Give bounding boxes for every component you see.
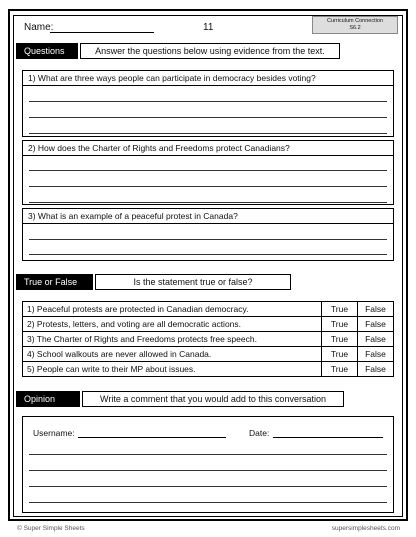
curriculum-title: Curriculum Connection [327,18,383,24]
username-field[interactable] [78,437,226,438]
opinion-instruction: Write a comment that you would add to this conversation [82,391,344,407]
table-row [23,362,394,377]
statement-1: 1) Peaceful protests are protected in Canadian democracy. [23,302,322,317]
name-label: Name: [24,22,54,33]
question-text-1: 1) What are three ways people can participate in democracy besides voting? [23,71,393,86]
table-row [23,317,394,332]
page-number: 11 [203,22,214,33]
question-box-2 [22,140,394,205]
true-option[interactable]: True [322,362,358,377]
true-option[interactable]: True [322,317,358,332]
true-option[interactable]: True [322,302,358,317]
statement-5: 5) People can write to their MP about issues. [23,362,322,377]
opinion-label: Opinion [16,391,80,407]
answer-line[interactable] [29,239,387,240]
false-option[interactable]: False [358,332,394,347]
comment-line[interactable] [29,454,387,455]
comment-line[interactable] [29,486,387,487]
date-label: Date: [249,428,270,438]
answer-line[interactable] [29,133,387,134]
false-option[interactable]: False [358,302,394,317]
answer-line[interactable] [29,202,387,203]
question-box-3 [22,208,394,261]
answer-line[interactable] [29,186,387,187]
curriculum-code: S6.2 [349,25,361,31]
statement-4: 4) School walkouts are never allowed in Canada. [23,347,322,362]
true-option[interactable]: True [322,347,358,362]
true-false-table [22,301,394,377]
footer-website: supersimplesheets.com [331,525,400,532]
question-text-3: 3) What is an example of a peaceful protest in Canada? [23,209,393,224]
answer-line[interactable] [29,117,387,118]
table-row [23,302,394,317]
true-option[interactable]: True [322,332,358,347]
footer-copyright: © Super Simple Sheets [17,525,85,532]
answer-line[interactable] [29,254,387,255]
comment-line[interactable] [29,470,387,471]
false-option[interactable]: False [358,347,394,362]
opinion-box [22,416,394,513]
question-text-2: 2) How does the Charter of Rights and Freedoms protect Canadians? [23,141,393,156]
comment-line[interactable] [29,502,387,503]
question-box-1 [22,70,394,137]
table-row [23,347,394,362]
false-option[interactable]: False [358,362,394,377]
statement-3: 3) The Charter of Rights and Freedoms protects free speech. [23,332,322,347]
table-row [23,332,394,347]
true-false-instruction: Is the statement true or false? [95,274,291,290]
questions-instruction: Answer the questions below using evidence from the text. [80,43,340,59]
false-option[interactable]: False [358,317,394,332]
date-field[interactable] [273,437,383,438]
questions-label: Questions [16,43,78,59]
answer-line[interactable] [29,170,387,171]
answer-line[interactable] [29,101,387,102]
username-label: Username: [33,428,75,438]
name-field[interactable] [50,32,154,33]
true-false-label: True or False [16,274,93,290]
statement-2: 2) Protests, letters, and voting are all democratic actions. [23,317,322,332]
curriculum-connection-box [312,16,398,34]
